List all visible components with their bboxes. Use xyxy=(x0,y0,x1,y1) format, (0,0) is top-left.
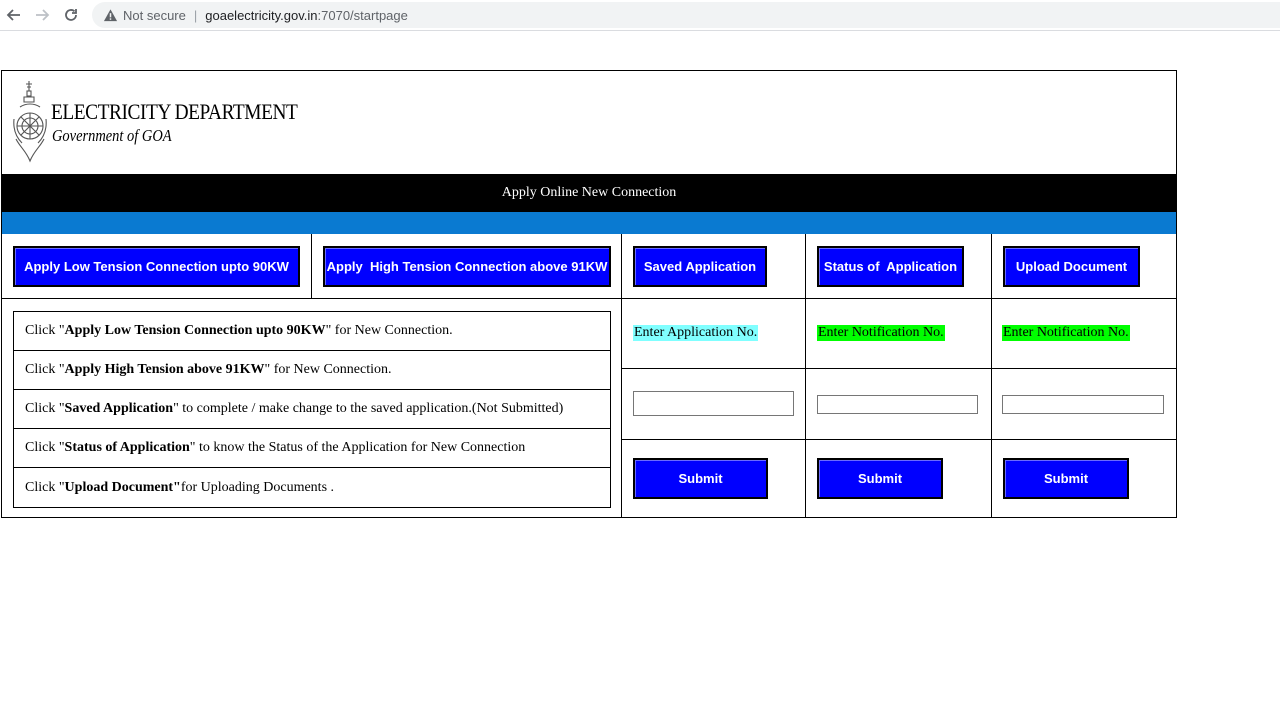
apply-high-tension-button[interactable]: Apply High Tension Connection above 91KW xyxy=(323,246,611,287)
upload-submit-button[interactable]: Submit xyxy=(1003,458,1129,499)
department-title: ELECTRICITY DEPARTMENT xyxy=(51,99,298,124)
instruction-text: " to complete / make change to the saved application.(Not Submitted) xyxy=(173,401,564,416)
application-number-input[interactable] xyxy=(633,391,794,416)
row-divider xyxy=(621,368,1176,369)
instruction-text: " to know the Status of the Application for New Connection xyxy=(189,440,526,455)
upload-notification-number-label: Enter Notification No. xyxy=(1003,325,1129,340)
not-secure-label: Not secure xyxy=(123,7,186,23)
column-divider xyxy=(991,234,992,517)
notification-number-input[interactable] xyxy=(817,395,978,414)
column-divider xyxy=(805,234,806,517)
upload-notification-number-input[interactable] xyxy=(1002,395,1164,414)
goa-emblem-logo xyxy=(12,79,48,165)
department-subtitle: Government of GOA xyxy=(52,126,172,145)
back-arrow-icon[interactable] xyxy=(3,4,25,26)
column-divider xyxy=(311,234,312,298)
instruction-text: Click " xyxy=(25,440,65,455)
instructions-list xyxy=(13,311,611,508)
instruction-text: " for New Connection. xyxy=(264,362,392,377)
notification-number-label: Enter Notification No. xyxy=(818,325,944,340)
instruction-row xyxy=(14,468,610,507)
instruction-row xyxy=(14,390,610,429)
instruction-emphasis: Status of Application xyxy=(64,440,190,455)
saved-submit-button[interactable]: Submit xyxy=(633,458,768,499)
instruction-row xyxy=(14,312,610,351)
instruction-row xyxy=(14,351,610,390)
instruction-text: Click " xyxy=(25,362,65,377)
site-header xyxy=(2,71,1176,174)
warning-triangle-icon[interactable] xyxy=(102,7,118,23)
url-host: goaelectricity.gov.in xyxy=(205,7,318,23)
saved-application-button[interactable]: Saved Application xyxy=(633,246,767,287)
status-submit-button[interactable]: Submit xyxy=(817,458,943,499)
reload-icon[interactable] xyxy=(60,4,82,26)
instruction-text: Click " xyxy=(25,479,65,495)
status-of-application-button[interactable]: Status of Application xyxy=(817,246,964,287)
blue-divider-bar xyxy=(2,212,1176,234)
instruction-emphasis: Apply Low Tension Connection upto 90KW xyxy=(64,323,326,338)
instruction-emphasis: Upload Document" xyxy=(64,479,181,495)
instruction-text: " for New Connection. xyxy=(325,323,453,338)
instruction-emphasis: Apply High Tension above 91KW xyxy=(64,362,265,377)
url-path: :7070/startpage xyxy=(317,7,408,23)
address-bar[interactable] xyxy=(92,2,1280,28)
row-divider xyxy=(621,439,1176,440)
forward-arrow-icon[interactable] xyxy=(31,4,53,26)
apply-low-tension-button[interactable]: Apply Low Tension Connection upto 90KW xyxy=(13,246,300,287)
page-banner: Apply Online New Connection xyxy=(2,174,1176,212)
address-separator: | xyxy=(193,7,198,23)
instruction-row xyxy=(14,429,610,468)
browser-toolbar xyxy=(0,0,1280,31)
instruction-text: Click " xyxy=(25,323,65,338)
page-container xyxy=(1,70,1177,518)
application-number-label: Enter Application No. xyxy=(634,325,758,340)
instruction-text: for Uploading Documents . xyxy=(180,479,335,495)
column-divider xyxy=(621,234,622,517)
upload-document-button[interactable]: Upload Document xyxy=(1003,246,1140,287)
instruction-emphasis: Saved Application xyxy=(64,401,174,416)
instruction-text: Click " xyxy=(25,401,65,416)
row-divider xyxy=(2,298,1176,299)
